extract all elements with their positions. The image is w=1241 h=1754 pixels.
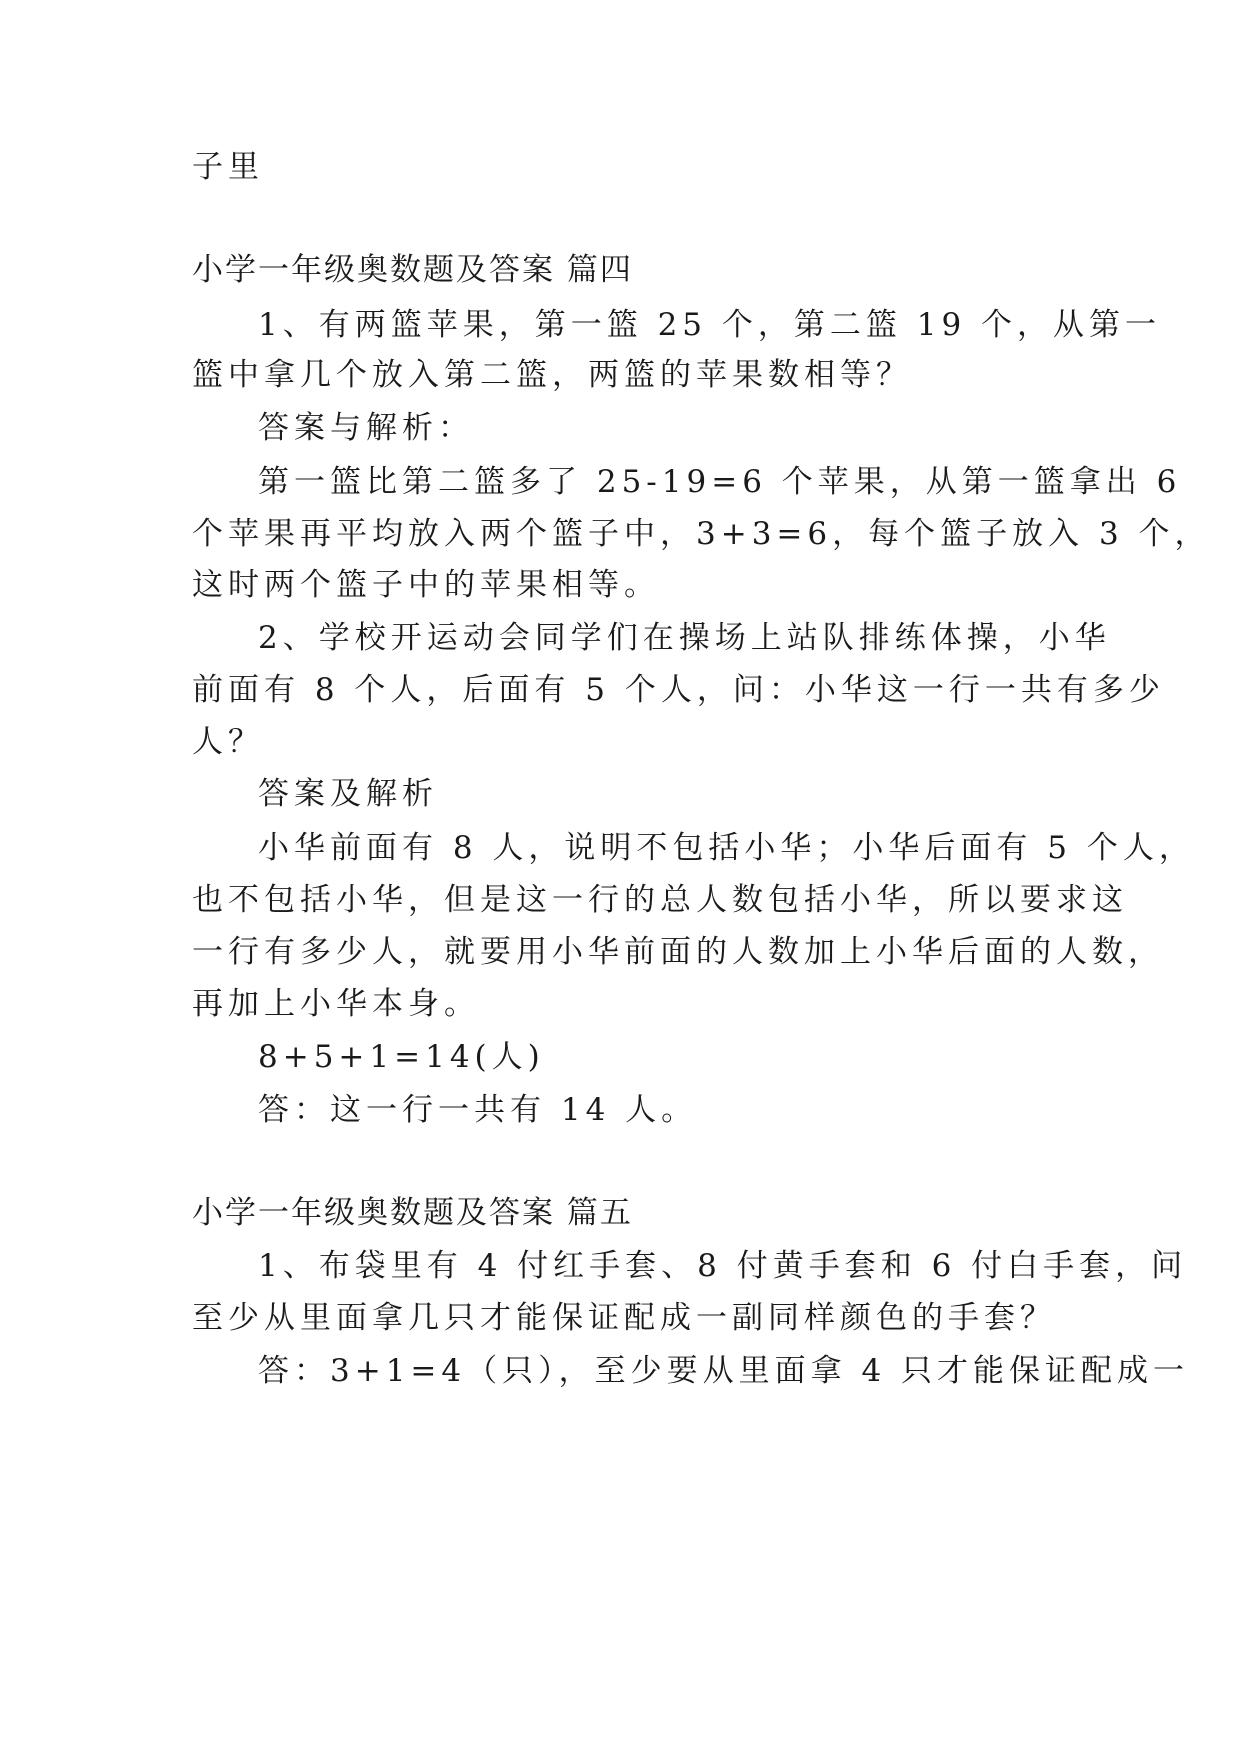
answer-title: 答案与解析：	[258, 410, 474, 446]
section-heading-4: 小学一年级奥数题及答案 篇四	[192, 252, 633, 288]
answer-line: 小华前面有 8 人，说明不包括小华；小华后面有 5 个人，	[258, 830, 1195, 866]
question-line: 前面有 8 个人，后面有 5 个人，问：小华这一行一共有多少	[192, 672, 1165, 708]
answer-line: 再加上小华本身。	[192, 986, 480, 1022]
answer-title: 答案及解析	[258, 776, 438, 812]
answer-line: 个苹果再平均放入两个篮子中，3+3=6，每个篮子放入 3 个，	[192, 516, 1211, 552]
text-line: 子里	[192, 149, 264, 185]
question-line: 至少从里面拿几只才能保证配成一副同样颜色的手套？	[192, 1300, 1056, 1336]
answer-line: 答：3+1=4（只），至少要从里面拿 4 只才能保证配成一	[258, 1353, 1190, 1389]
question-line: 2、学校开运动会同学们在操场上站队排练体操，小华	[258, 620, 1111, 656]
answer-line: 第一篮比第二篮多了 25-19=6 个苹果，从第一篮拿出 6	[258, 464, 1182, 500]
question-line: 篮中拿几个放入第二篮，两篮的苹果数相等？	[192, 357, 912, 393]
answer-line: 也不包括小华，但是这一行的总人数包括小华，所以要求这	[192, 882, 1128, 918]
question-line: 1、布袋里有 4 付红手套、8 付黄手套和 6 付白手套，问	[258, 1248, 1188, 1284]
question-line: 人？	[192, 724, 264, 760]
answer-line: 答：这一行一共有 14 人。	[258, 1092, 698, 1128]
answer-line: 一行有多少人，就要用小华前面的人数加上小华后面的人数，	[192, 934, 1164, 970]
question-line: 1、有两篮苹果，第一篮 25 个，第二篮 19 个，从第一	[258, 307, 1162, 343]
answer-line: 这时两个篮子中的苹果相等。	[192, 567, 660, 603]
section-heading-5: 小学一年级奥数题及答案 篇五	[192, 1195, 633, 1231]
answer-formula: 8+5+1=14(人)	[258, 1039, 545, 1075]
